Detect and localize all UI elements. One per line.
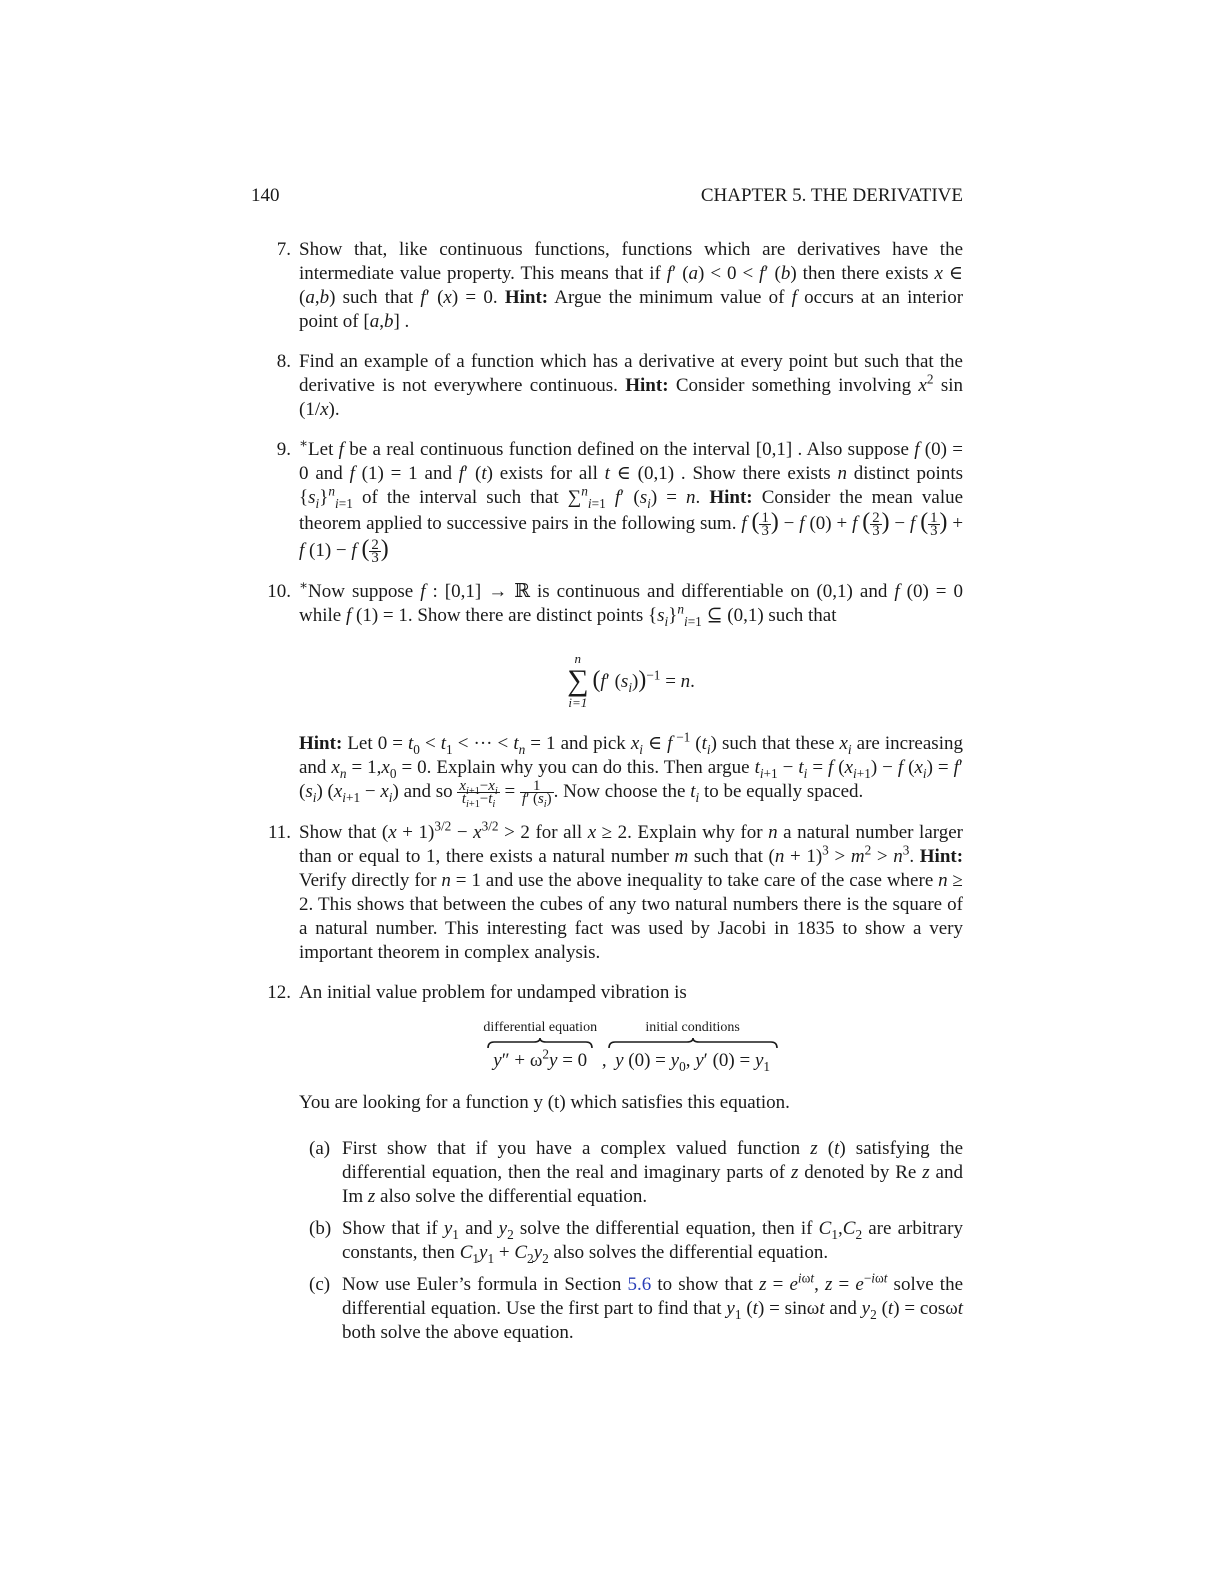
sub-item-text: First show that if you have a complex valued function z (t) satisfying the differential equation, then the real and imaginary parts of z denoted by Re z and Im z also solve the differential equation.: [342, 1138, 963, 1208]
running-head: [251, 184, 963, 208]
problem-lead: You are looking for a function y (t) which satisfies this equation.: [299, 1092, 790, 1114]
sub-item-text: Show that if $y_1$ and $y_2$ solve the differential equation, then if $C_1,C_2$ are arbitrary constants, then $C_1y_1 + C_2y_2$ also solves the differential equation.: [342, 1218, 963, 1267]
sub-item-label: (a): [309, 1138, 331, 1160]
ivp-equation: differential equation $y'' + \omega^2y = 0$ , initial conditions y $(0) = y_0$, y′ $(0) = y_1$: [299, 1019, 963, 1073]
page-number: 140: [251, 185, 280, 206]
problem-7: [251, 238, 963, 334]
problem-number: 12.: [267, 982, 291, 1004]
brace-label-initial: initial conditions: [645, 1020, 740, 1036]
problem-list: [251, 238, 963, 1361]
ic-group: initial conditions y $(0) = y_0$, y′ $(0) = y_1$: [607, 1019, 779, 1073]
problem-text: ∗Now suppose f : [0,1] → ℝ is continuous and differentiable on (0,1) and f (0) = 0 while f (1) = 1. Show there are distinct points $\{s_i\}^n_{i=1}$ ⊆ (0,1) such that: [299, 577, 963, 630]
problem-9: [251, 435, 964, 567]
problem-text: ∗Let f be a real continuous function defined on the interval [0,1] . Also suppose f (0) = 0 and f (1) = 1 and f′ (t) exists for all t ∈ (0,1) . Show there exists n distinct points $\{s_i\}^n_{i=1}$ of the interval such that ∑$^n_{i=1}$ f′ $(s_i) = n$. Hint: Consider the mean value theorem applied to successive pairs in the following sum. f ( $\frac{1}{3}$ ) − f (0) + f ( $\frac{2}{3}$ ) − f ( $\frac{1}{3}$ ) + f (1) − f ( $\frac{2}{3}$ ): [299, 435, 964, 567]
problem-12: [251, 981, 963, 1345]
overbrace-differential: [486, 1037, 594, 1049]
problem-text: Show that, like continuous functions, functions which are derivatives have the intermediate value property. This means that if f′ (a) < 0 < f′ (b) then there exists x ∈ (a,b) such that f′ (x) = 0. Hint: Argue the minimum value of f occurs at an interior point of [a,b] .: [299, 239, 964, 332]
problem-number: 10.: [267, 581, 291, 603]
sum-equation: n ∑ i=1 (f′ $(s_i))^{-1} = n$.: [567, 651, 695, 711]
sub-item-label: (c): [309, 1274, 331, 1296]
problem-hint: Hint: Let $0 = t_0 < t_1$ < ··· < $t_n = 1$ and pick $x_i$ ∈ f $^{-1}$ $(t_i)$ such that these $x_i$ are increasing and $x_n = 1,x_0 = 0$. Explain why you can do this. Then argue $t_{i+1} - t_i = f$ $(x_{i+1}) - f$ $(x_i) = f'$ $(s_i) (x_{i+1} - x_i)$ and so $\frac{x_{i+1}-x_i}{t_{i+1}-t_i}$ = $\frac{1}{f' (s_i)}$ . Now choose the $t_i$ to be equally spaced.: [299, 729, 963, 811]
problem-number: 8.: [276, 351, 291, 372]
problem-10: [251, 577, 963, 811]
de-group: differential equation $y'' + \omega^2y = 0$: [483, 1020, 598, 1072]
problem-number: 7.: [276, 239, 291, 260]
sub-item-text: Now use Euler’s formula in Section 5.6 to show that $z = e^{i\omega t}$, $z = e^{-i\omega t}$ solve the differential equation. Use the first part to find that $y_1$ (t) = sinωt and $y_2$ (t) = cosωt both solve the above equation.: [342, 1271, 964, 1344]
sub-item-a: [299, 1137, 963, 1209]
sub-item-b: [299, 1217, 963, 1265]
problem-number: 9.: [276, 439, 291, 460]
brace-label-differential: differential equation: [483, 1020, 598, 1036]
sub-item-c: [299, 1273, 963, 1345]
sub-item-label: (b): [309, 1218, 332, 1240]
problem-8: [251, 350, 963, 422]
problem-11: [251, 821, 963, 965]
section-link[interactable]: 5.6: [627, 1274, 652, 1296]
problem-text: Show that $(x + 1)^{3/2} - x^{3/2} > 2$ for all x ≥ 2. Explain why for n a natural number larger than or equal to 1, there exists a natural number m such that $(n + 1)^3 > m^2 > n^3$. Hint: Verify directly for n = 1 and use the above inequality to take care of the case where n ≥ 2. This shows that between the cubes of any two natural numbers there is the square of a natural number. This interesting fact was used by Jacobi in 1835 to show a very important theorem in complex analysis.: [299, 819, 964, 964]
sub-item-list: [299, 1137, 963, 1345]
chapter-title: CHAPTER 5. THE DERIVATIVE: [700, 185, 963, 206]
overbrace-initial: [607, 1037, 779, 1049]
problem-number: 11.: [267, 822, 291, 844]
problem-text: Find an example of a function which has a derivative at every point but such that the derivative is not everywhere continuous. Hint: Consider something involving $x^2$ sin (1/x).: [299, 351, 963, 420]
problem-text: An initial value problem for undamped vibration is: [299, 982, 687, 1004]
